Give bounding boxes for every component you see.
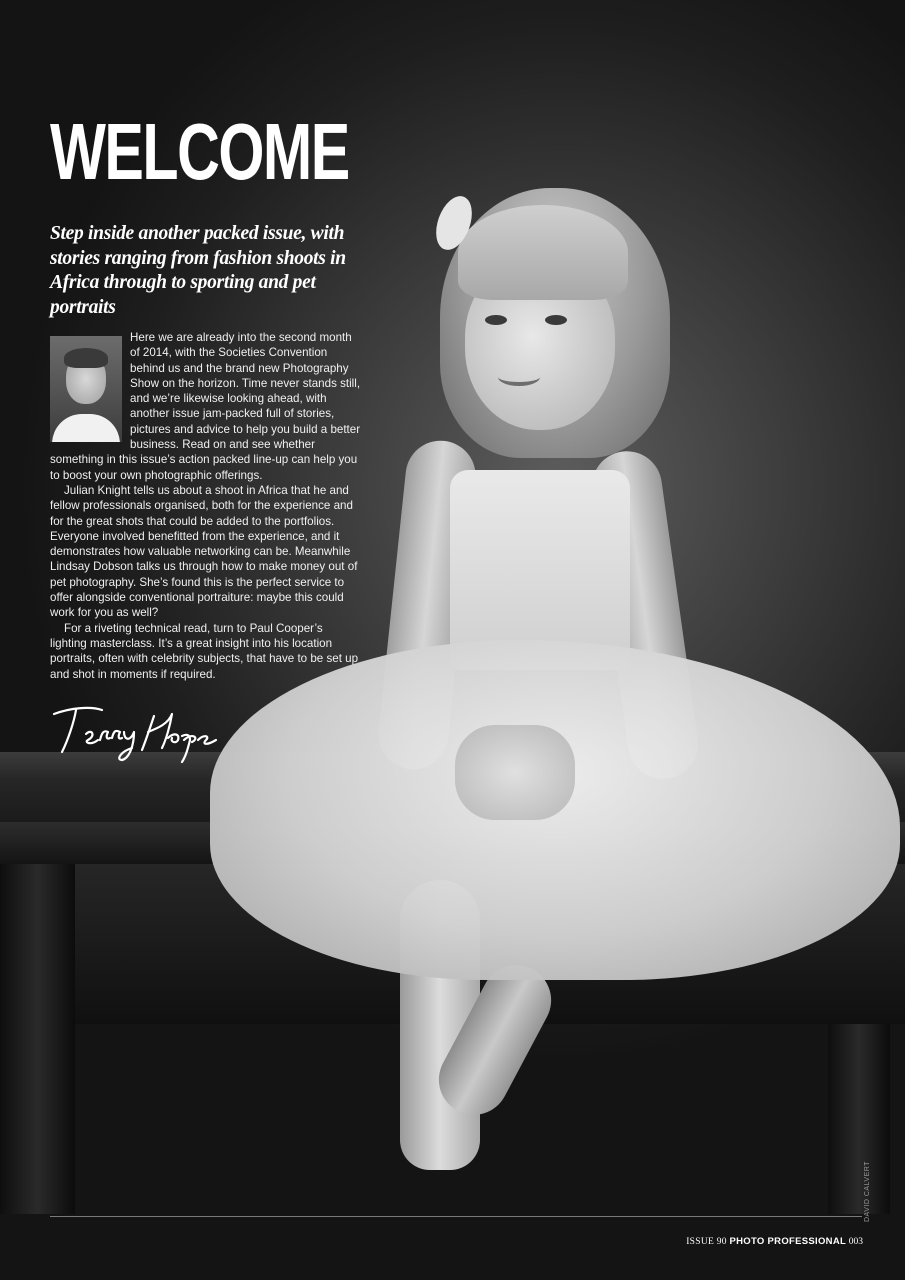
page-number: 003 [848,1237,863,1247]
page-footer [686,1236,863,1247]
girl-eye-left [485,315,507,325]
editorial-body [50,330,362,682]
editor-hair [64,348,108,368]
magazine-brand: PHOTO PROFESSIONAL [729,1236,847,1247]
standfirst: Step inside another packed issue, with stories ranging from fashion shoots in Africa through to sporting and pet portraits [50,223,346,318]
bench-leg-right [828,1024,890,1214]
girl-fringe [458,205,628,300]
editor-portrait [50,336,122,442]
photo-credit: DAVID CALVERT [864,1161,871,1222]
body-paragraph: For a riveting technical read, turn to Paul Cooper’s lighting masterclass. It’s a great insight into his location portraits, often with celebrity subjects, that have to be set up and shot in moments if required. [50,621,359,681]
body-paragraph: Here we are already into the second month of 2014, with the Societies Convention behind us and the brand new Photography Show on the horizon. Time never stands still, and we’re likewise looking ahead, with another issue jam-packed full of stories, pictures and advice to help you build a better business. Read on and see whether something in this issue’s action packed line-up can help you to boost your own photographic offerings. [50,331,361,482]
body-paragraph: Julian Knight tells us about a shoot in Africa that he and fellow professionals organised, both for the experience and for the great shots that could be added to the portfolios. Everyone involved benefitted from the experience, and it demonstrates how valuable networking can be. Meanwhile Lindsay Dobson talks us through how to make money out of pet photography. She’s found this is the perfect service to offer alongside conventional portraiture: maybe this could work for you as well? [50,483,358,620]
page-title: WELCOME [50,107,349,196]
editor-signature [50,700,220,764]
footer-rule [50,1216,862,1217]
girl-eye-right [545,315,567,325]
girl-smile [498,368,540,386]
girl-hands [455,725,575,820]
editor-shirt [52,414,120,442]
bench-leg-left [0,864,75,1214]
issue-number: ISSUE 90 [686,1237,727,1247]
